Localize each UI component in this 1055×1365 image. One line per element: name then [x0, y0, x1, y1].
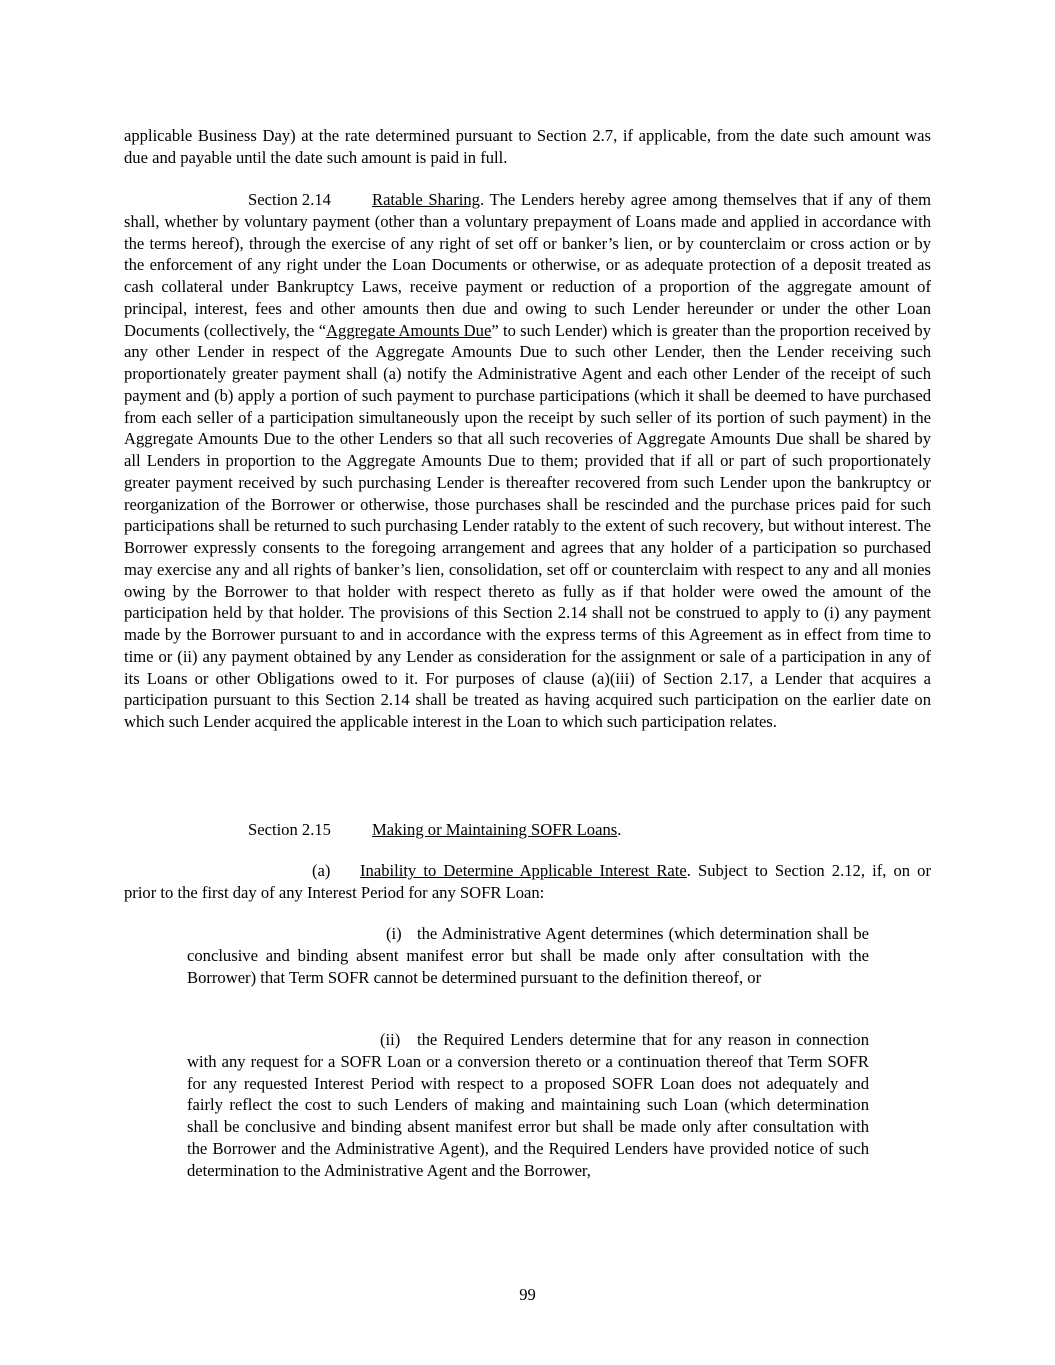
- continuation-paragraph: applicable Business Day) at the rate determined pursuant to Section 2.7, if applicable, from the date such amount was due and payable until the date such amount is paid in full.: [124, 126, 931, 167]
- clause-ii-paragraph: (ii) the Required Lenders determine that for any reason in connection with any request for a SOFR Loan or a conversion thereto or a continuation thereof that Term SOFR for any requested Interest Period with respect to a proposed SOFR Loan does not adequately and fairly reflect the cost to such Lenders of making and maintaining such Loan (which determination shall be conclusive and binding absent manifest error but shall be made only after consultation with the Borrower and the Administrative Agent), and the Required Lenders have provided notice of such determination to the Administrative Agent and the Borrower,: [187, 1030, 869, 1180]
- section-2-14-paragraph: Section 2.14 Ratable Sharing. The Lenders hereby agree among themselves that if any of them shall, whether by voluntary payment (other than a voluntary prepayment of Loans made and applied in accordance with the terms hereof), through the exercise of any right of set off or banker’s lien, or by counterclaim or cross action or by the enforcement of any right under the Loan Documents or otherwise, or as adequate protection of a deposit treated as cash collateral under Bankruptcy Laws, receive payment or reduction of a proportion of the aggregate amount of principal, interest, fees and other amounts then due and owing to such Lender hereunder or under the other Loan Documents (collectively, the “Aggregate Amounts Due” to such Lender) which is greater than the proportion received by any other Lender in respect of the Aggregate Amounts Due to such other Lender, then the Lender receiving such proportionately greater payment shall (a) notify the Administrative Agent and each other Lender of the receipt of such payment and (b) apply a portion of such payment to purchase participations (which it shall be deemed to have purchased from each seller of a participation simultaneously upon the receipt by such seller of its portion of such payment) in the Aggregate Amounts Due to the other Lenders so that all such recoveries of Aggregate Amounts Due shall be shared by all Lenders in proportion to the Aggregate Amounts Due to them; provided that if all or part of such proportionately greater payment received by such purchasing Lender is thereafter recovered from such Lender upon the bankruptcy or reorganization of the Borrower or otherwise, those purchases shall be rescinded and the purchase prices paid for such participations shall be returned to such purchasing Lender ratably to the extent of such recovery, but without interest. The Borrower expressly consents to the foregoing arrangement and agrees that any holder of a participation so purchased may exercise any and all rights of banker’s lien, consolidation, set off or counterclaim with respect to any and all monies owing by the Borrower to that holder with respect thereto as fully as if that holder were owed the amount of the participation held by that holder. The provisions of this Section 2.14 shall not be construed to apply to (i) any payment made by the Borrower pursuant to and in accordance with the express terms of this Agreement as in effect from time to time or (ii) any payment obtained by any Lender as consideration for the assignment or sale of a participation in any of its Loans or other Obligations owed to it. For purposes of clause (a)(iii) of Section 2.17, a Lender that acquires a participation pursuant to this Section 2.14 shall be treated as having acquired such participation on the earlier date on which such Lender acquired the applicable interest in the Loan to which such participation relates.: [124, 190, 932, 731]
- clause-label: (ii): [380, 1030, 401, 1049]
- subsection-heading: Inability to Determine Applicable Interest Rate: [360, 861, 687, 880]
- subsection-label: (a): [312, 861, 331, 880]
- section-number: Section 2.15: [248, 820, 331, 839]
- defined-term: Aggregate Amounts Due: [326, 320, 492, 340]
- subsection-a-paragraph: (a) Inability to Determine Applicable Interest Rate. Subject to Section 2.12, if, on or prior to the first day of any Interest Period for any SOFR Loan:: [124, 861, 931, 902]
- section-2-15-heading: Section 2.15 Making or Maintaining SOFR Loans.: [248, 820, 622, 839]
- page-number: 99: [519, 1285, 536, 1304]
- section-heading: Making or Maintaining SOFR Loans: [372, 820, 618, 839]
- clause-label: (i): [386, 924, 402, 943]
- section-number: Section 2.14: [248, 190, 331, 209]
- section-heading: Ratable Sharing: [372, 190, 480, 209]
- clause-i-paragraph: (i) the Administrative Agent determines (which determination shall be conclusive and binding absent manifest error but shall be made only after consultation with the Borrower) that Term SOFR cannot be determined pursuant to the definition thereof, or: [187, 924, 869, 987]
